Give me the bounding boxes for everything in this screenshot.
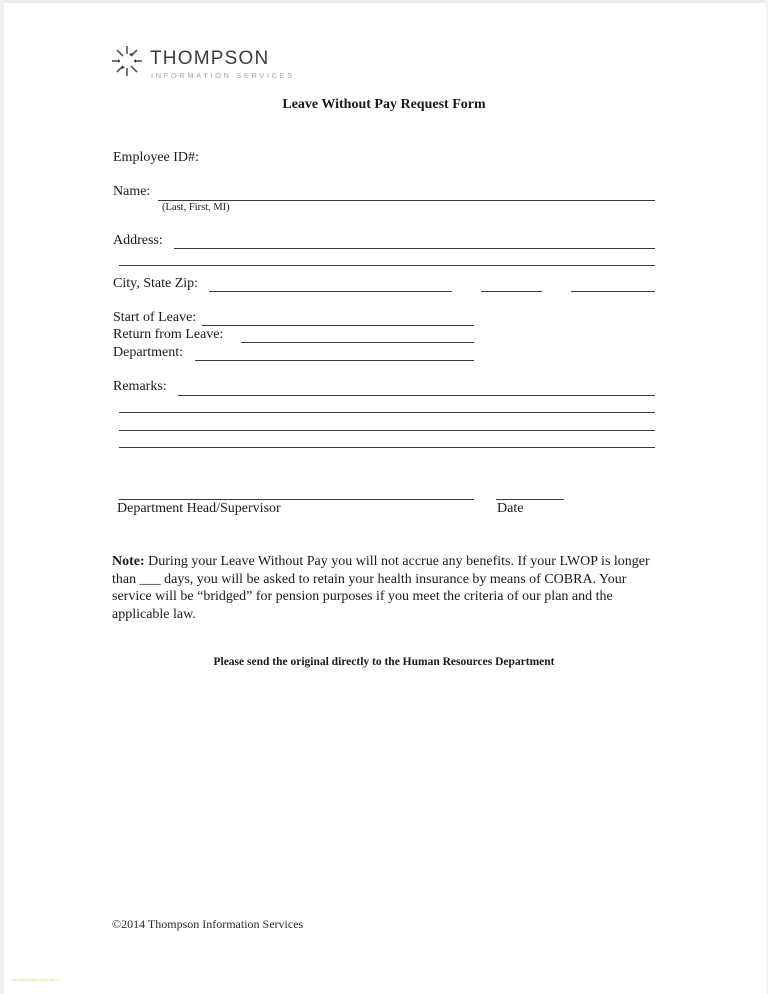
supervisor-signature-field[interactable]	[119, 499, 474, 500]
note-lead: Note:	[112, 554, 145, 569]
name-label: Name:	[113, 184, 151, 199]
remarks-field-line4[interactable]	[119, 447, 655, 448]
page-edge	[0, 0, 4, 994]
remarks-field-line2[interactable]	[119, 412, 655, 413]
name-field[interactable]	[158, 200, 655, 201]
name-hint: (Last, First, MI)	[162, 202, 230, 213]
remarks-label: Remarks:	[113, 379, 167, 394]
city-field[interactable]	[209, 291, 452, 292]
start-of-leave-label: Start of Leave:	[113, 310, 197, 325]
form-title: Leave Without Pay Request Form	[282, 97, 486, 112]
submission-instruction: Please send the original directly to the Human Resources Department	[213, 656, 555, 668]
signature-date-label: Date	[497, 501, 524, 516]
zip-field[interactable]	[571, 291, 655, 292]
copyright-text: ©2014 Thompson Information Services	[112, 917, 304, 931]
department-field[interactable]	[195, 360, 474, 361]
note-text: During your Leave Without Pay you will not accrue any benefits. If your LWOP is longer than ___ days, you will be asked to retain your health insurance by means of COBRA. Your service will be “bridged” for pension purposes if you meet the criteria of our plan and the applicable law.	[112, 554, 650, 622]
state-field[interactable]	[481, 291, 542, 292]
return-from-leave-field[interactable]	[241, 342, 474, 343]
watermark-text: mediaformatsandmedia.co	[12, 977, 60, 982]
address-field-line1[interactable]	[174, 248, 655, 249]
logo-name: THOMPSON	[150, 48, 270, 69]
supervisor-signature-label: Department Head/Supervisor	[117, 501, 281, 516]
signature-date-field[interactable]	[496, 499, 564, 500]
logo-subtitle: INFORMATION SERVICES	[151, 71, 295, 80]
remarks-field-line1[interactable]	[178, 395, 655, 396]
note-paragraph	[112, 553, 657, 623]
start-of-leave-field[interactable]	[202, 325, 474, 326]
employee-id-label: Employee ID#:	[113, 150, 199, 165]
return-from-leave-label: Return from Leave:	[113, 327, 224, 342]
address-field-line2[interactable]	[119, 265, 655, 266]
city-state-zip-label: City, State Zip:	[113, 276, 199, 291]
address-label: Address:	[113, 233, 163, 248]
starburst-arrows-icon	[110, 44, 144, 78]
page-edge	[0, 0, 768, 3]
company-logo	[110, 44, 300, 84]
department-label: Department:	[113, 345, 183, 360]
remarks-field-line3[interactable]	[119, 430, 655, 431]
